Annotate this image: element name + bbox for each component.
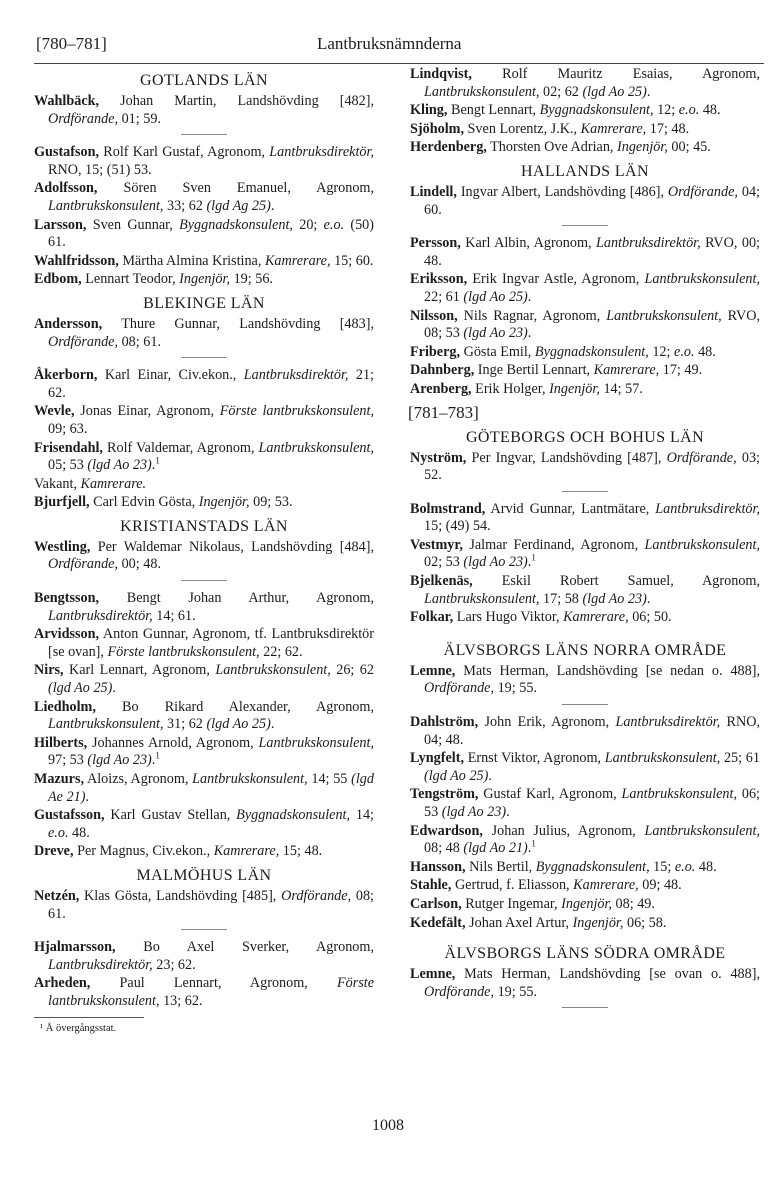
entry: Wevle, Jonas Einar, Agronom, Förste lantbrukskonsulent, 09; 63. (34, 403, 375, 437)
entry: Friberg, Gösta Emil, Byggnadskonsulent, 12; e.o. 48. (410, 343, 716, 360)
entry: Netzén, Klas Gösta, Landshövding [485], Ordförande, 08; 61. (34, 887, 374, 922)
separator (181, 134, 227, 135)
entry: Vestmyr, Jalmar Ferdinand, Agronom, Lantbrukskonsulent, 02; 53 (lgd Ao 23).$^1$ (410, 536, 760, 571)
entry: Larsson, Sven Gunnar, Byggnadskonsulent, 20; e.o. (50) 61. (34, 216, 374, 251)
entry: Nirs, Karl Lennart, Agronom, Lantbrukskonsulent, 26; 62 (lgd Ao 25). (34, 662, 374, 697)
entry: Hjalmarsson, Bo Axel Sverker, Agronom, Lantbruksdirektör, 23; 62. (34, 939, 374, 973)
entry: Bolmstrand, Arvid Gunnar, Lantmätare, Lantbruksdirektör, 15; (49) 54. (410, 500, 760, 535)
region-heading: BLEKINGE LÄN (143, 294, 265, 312)
region-heading: HALLANDS LÄN (521, 162, 649, 180)
entry: Stahle, Gertrud, f. Eliasson, Kamrerare, 09; 48. (410, 877, 682, 894)
entry: Andersson, Thure Gunnar, Landshövding [483], Ordförande, 08; 61. (34, 315, 374, 350)
entry: Frisendahl, Rolf Valdemar, Agronom, Lantbrukskonsulent, 05; 53 (lgd Ao 23).$^1$ (34, 439, 374, 474)
entry: Lemne, Mats Herman, Landshövding [se nedan o. 488], Ordförande, 19; 55. (410, 662, 760, 697)
entry: Lindqvist, Rolf Mauritz Esaias, Agronom, Lantbrukskonsulent, 02; 62 (lgd Ao 25). (410, 66, 760, 100)
separator (562, 225, 608, 226)
entry: Vakant, Kamrerare. (34, 475, 147, 492)
entry: Lindell, Ingvar Albert, Landshövding [486], Ordförande, 04; 60. (410, 183, 760, 218)
page-range-marker: [781–783] (408, 402, 479, 422)
entry: Folkar, Lars Hugo Viktor, Kamrerare, 06; 50. (410, 609, 672, 626)
entry: Tengström, Gustaf Karl, Agronom, Lantbrukskonsulent, 06; 53 (lgd Ao 23). (410, 786, 760, 820)
entry: Hansson, Nils Bertil, Byggnadskonsulent, 15; e.o. 48. (410, 858, 717, 875)
entry: Arheden, Paul Lennart, Agronom, Förste lantbrukskonsulent, 13; 62. (34, 975, 374, 1009)
region-heading: MALMÖHUS LÄN (136, 866, 272, 884)
entry: Bengtsson, Bengt Johan Arthur, Agronom, Lantbruksdirektör, 14; 61. (34, 590, 374, 624)
entry: Mazurs, Aloizs, Agronom, Lantbrukskonsulent, 14; 55 (lgd Ae 21). (34, 771, 374, 805)
entry: Herdenberg, Thorsten Ove Adrian, Ingenjör, 00; 45. (410, 139, 711, 156)
entry: Nyström, Per Ingvar, Landshövding [487], Ordförande, 03; 52. (410, 449, 760, 484)
entry: Liedholm, Bo Rikard Alexander, Agronom, Lantbrukskonsulent, 31; 62 (lgd Ao 25). (34, 698, 374, 733)
right-column (410, 66, 760, 1017)
separator (562, 704, 608, 705)
separator (181, 580, 227, 581)
entry: Bjurfjell, Carl Edvin Gösta, Ingenjör, 09; 53. (34, 494, 293, 511)
footnote: ¹ Å övergångsstat. (40, 1022, 117, 1034)
entry: Kling, Bengt Lennart, Byggnadskonsulent, 12; e.o. 48. (410, 102, 721, 119)
entry: Sjöholm, Sven Lorentz, J.K., Kamrerare, 17; 48. (410, 120, 690, 137)
entry: Lyngfelt, Ernst Viktor, Agronom, Lantbrukskonsulent, 25; 61 (lgd Ao 25). (410, 750, 760, 784)
entry: Hilberts, Johannes Arnold, Agronom, Lantbrukskonsulent, 97; 53 (lgd Ao 23).$^1$ (34, 734, 374, 769)
left-column (34, 66, 374, 1037)
entry: Kedefält, Johan Axel Artur, Ingenjör, 06; 58. (410, 914, 667, 931)
region-heading: ÄLVSBORGS LÄNS SÖDRA OMRÅDE (444, 945, 726, 963)
entry: Lemne, Mats Herman, Landshövding [se ovan o. 488], Ordförande, 19; 55. (410, 966, 760, 1000)
entry: Edwardson, Johan Julius, Agronom, Lantbrukskonsulent, 08; 48 (lgd Ao 21).$^1$ (410, 822, 760, 857)
page-range-header: [780–781] (36, 34, 107, 53)
entry: Adolfsson, Sören Sven Emanuel, Agronom, Lantbrukskonsulent, 33; 62 (lgd Ag 25). (34, 180, 374, 214)
entry: Gustafson, Rolf Karl Gustaf, Agronom, Lantbruksdirektör, RNO, 15; (51) 53. (34, 144, 374, 178)
page-number: 1008 (372, 1117, 404, 1134)
entry: Eriksson, Erik Ingvar Astle, Agronom, Lantbrukskonsulent, 22; 61 (lgd Ao 25). (410, 271, 760, 305)
entry: Nilsson, Nils Ragnar, Agronom, Lantbrukskonsulent, RVO, 08; 53 (lgd Ao 23). (410, 307, 760, 342)
entry: Persson, Karl Albin, Agronom, Lantbruksdirektör, RVO, 00; 48. (410, 235, 761, 269)
entry: Åkerborn, Karl Einar, Civ.ekon., Lantbruksdirektör, 21; 62. (34, 367, 374, 401)
entry: Bjelkenäs, Eskil Robert Samuel, Agronom, Lantbrukskonsulent, 17; 58 (lgd Ao 23). (410, 573, 760, 607)
region-heading: GÖTEBORGS OCH BOHUS LÄN (465, 428, 705, 446)
entry: Westling, Per Waldemar Nikolaus, Landshövding [484], Ordförande, 00; 48. (34, 538, 374, 573)
running-title: Lantbruksnämnderna (317, 34, 462, 53)
footnote-rule (34, 1017, 144, 1018)
entry: Arvidsson, Anton Gunnar, Agronom, tf. Lantbruksdirektör [se ovan], Förste lantbrukskonsulent, 22; 62. (34, 626, 374, 660)
entry: Edbom, Lennart Teodor, Ingenjör, 19; 56. (34, 271, 273, 288)
entry: Arenberg, Erik Holger, Ingenjör, 14; 57. (410, 380, 643, 397)
entry: Wahlbäck, Johan Martin, Landshövding [482], Ordförande, 01; 59. (34, 93, 374, 127)
separator (562, 1007, 608, 1008)
separator (562, 491, 608, 492)
entry: Gustafsson, Karl Gustav Stellan, Byggnadskonsulent, 14; e.o. 48. (34, 807, 374, 841)
header-rule (34, 63, 764, 64)
entry: Dahlström, John Erik, Agronom, Lantbruksdirektör, RNO, 04; 48. (410, 714, 760, 748)
entry: Dreve, Per Magnus, Civ.ekon., Kamrerare, 15; 48. (34, 843, 323, 860)
region-heading: KRISTIANSTADS LÄN (120, 517, 288, 535)
entry: Carlson, Rutger Ingemar, Ingenjör, 08; 49. (410, 895, 655, 912)
entry: Dahnberg, Inge Bertil Lennart, Kamrerare, 17; 49. (410, 362, 703, 379)
entry: Wahlfridsson, Märtha Almina Kristina, Kamrerare, 15; 60. (34, 252, 374, 269)
separator (181, 929, 227, 930)
separator (181, 357, 227, 358)
region-heading: ÄLVSBORGS LÄNS NORRA OMRÅDE (443, 641, 727, 659)
region-heading: GOTLANDS LÄN (140, 72, 268, 89)
